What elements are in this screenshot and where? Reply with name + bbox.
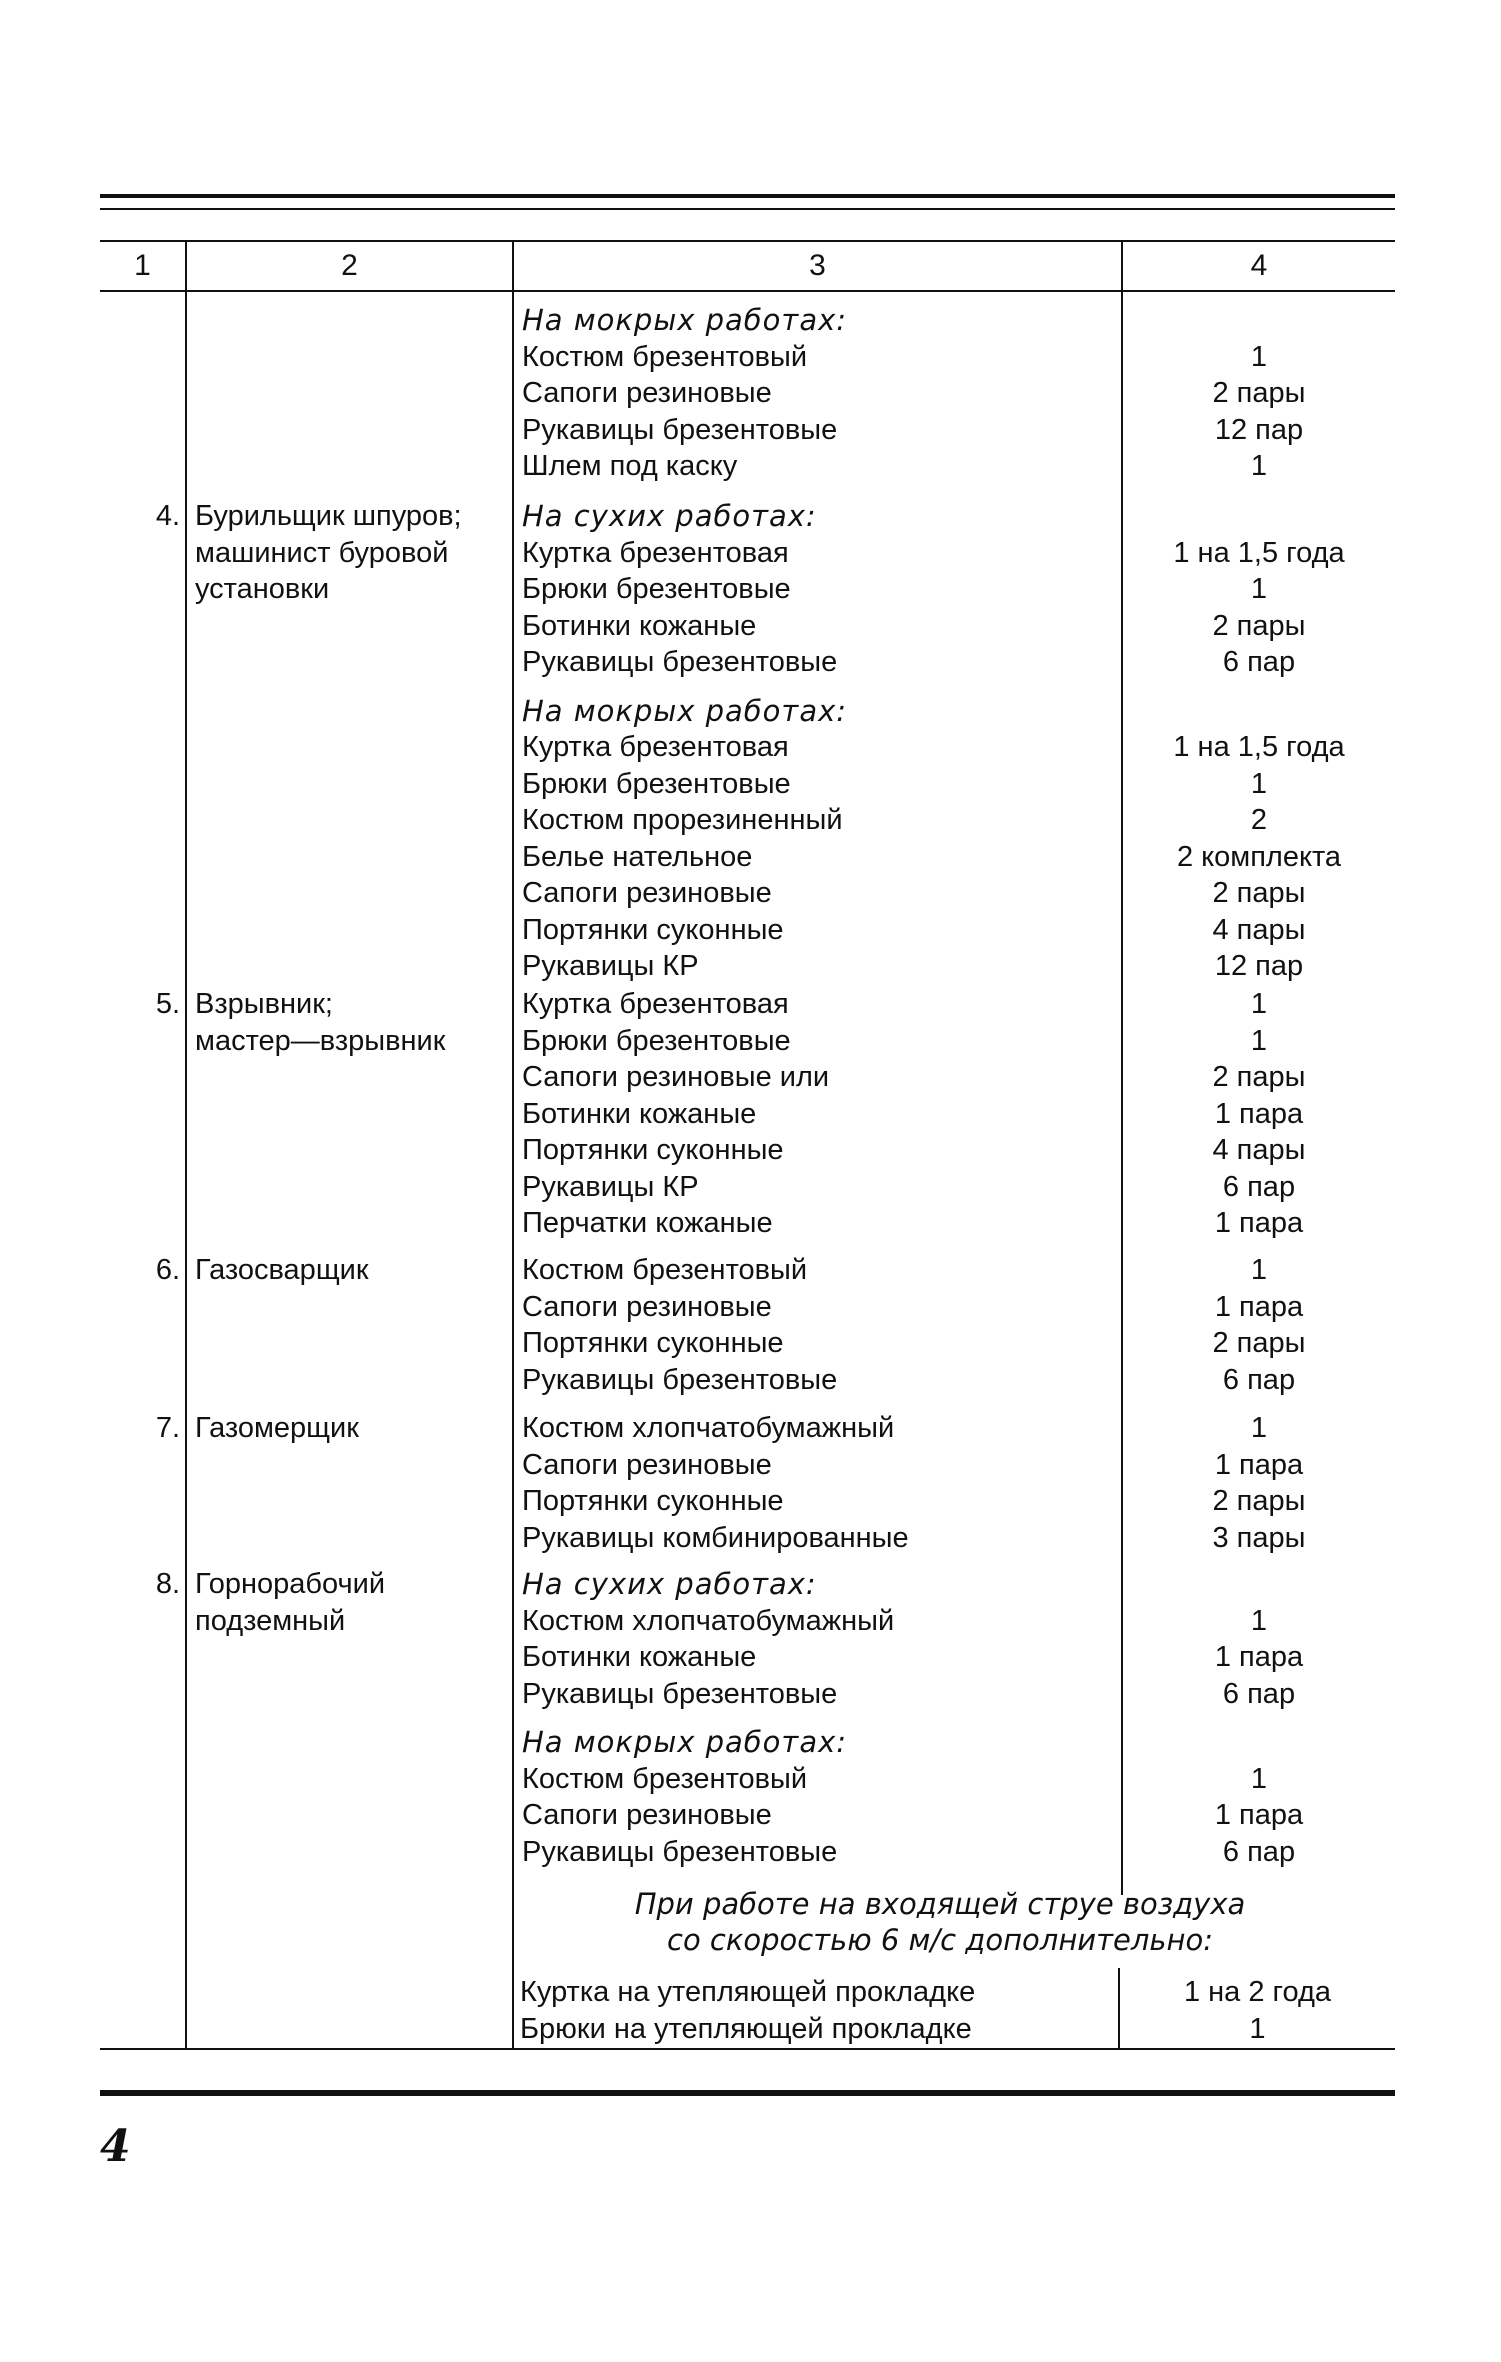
equipment-quantity: 2 пары <box>1212 1485 1306 1517</box>
equipment-item: Сапоги резиновые <box>522 1290 772 1323</box>
equipment-quantity: 1 на 1,5 года <box>1173 731 1345 763</box>
col-divider-2 <box>512 240 514 2050</box>
equipment-quantity: 1 на 1,5 года <box>1173 536 1345 569</box>
equipment-item: Костюм брезентовый <box>522 1762 808 1795</box>
equipment-quantity: 12 пар <box>1214 413 1304 446</box>
header-col-1: 1 <box>134 249 151 282</box>
equipment-item: Брюки на утепляющей прокладке <box>520 2012 972 2045</box>
equipment-quantity: 1 пара <box>1214 1448 1304 1481</box>
col-divider-1 <box>185 240 187 2050</box>
equipment-item: Рукавицы КР <box>522 1170 699 1203</box>
header-col-4: 4 <box>1250 249 1268 282</box>
equipment-quantity: 2 пары <box>1212 377 1306 409</box>
equipment-quantity: 1 на 2 года <box>1183 1976 1332 2008</box>
row-number: 8. <box>155 1568 180 1600</box>
equipment-quantity: 6 пар <box>1222 646 1296 678</box>
equipment-item: Рукавицы КР <box>522 950 699 982</box>
equipment-quantity: 1 <box>1250 767 1268 800</box>
header-col-2: 2 <box>341 249 358 282</box>
equipment-item: Портянки суконные <box>522 1485 784 1517</box>
equipment-item: Костюм брезентовый <box>522 1254 808 1286</box>
equipment-quantity: 2 пары <box>1212 609 1306 642</box>
equipment-quantity: 2 пары <box>1212 877 1306 909</box>
equipment-quantity: 1 пара <box>1214 1799 1304 1831</box>
equipment-quantity: 12 пар <box>1214 950 1304 982</box>
row-number: 5. <box>155 988 180 1020</box>
table-bottom-line <box>100 2048 1395 2050</box>
equipment-item: Брюки брезентовые <box>522 767 791 800</box>
equipment-item: Рукавицы брезентовые <box>522 1835 838 1868</box>
note-line-1: При работе на входящей струе воздуха <box>634 1887 1246 1921</box>
equipment-item: Рукавицы брезентовые <box>522 1363 838 1396</box>
equipment-quantity: 4 пары <box>1212 913 1306 946</box>
equipment-quantity: 1 <box>1250 1604 1268 1637</box>
equipment-quantity: 6 пар <box>1222 1170 1296 1203</box>
equipment-item: Сапоги резиновые <box>522 377 772 409</box>
equipment-quantity: 1 <box>1250 1024 1268 1057</box>
equipment-item: Костюм хлопчатобумажный <box>522 1412 895 1444</box>
equipment-quantity: 1 <box>1250 1762 1268 1795</box>
note-line-2: со скоростью 6 м/с дополнительно: <box>667 1923 1213 1957</box>
equipment-quantity: 2 комплекта <box>1176 840 1342 873</box>
work-condition-heading: На мокрых работах: <box>522 303 848 337</box>
equipment-item: Ботинки кожаные <box>522 1097 757 1130</box>
equipment-quantity: 1 пара <box>1214 1290 1304 1323</box>
profession-name-line: подземный <box>195 1604 346 1637</box>
equipment-quantity: 6 пар <box>1222 1363 1296 1396</box>
work-condition-heading: На сухих работах: <box>522 1567 817 1601</box>
equipment-quantity: 1 <box>1250 340 1268 373</box>
equipment-quantity: 1 <box>1250 988 1268 1020</box>
top-rule-thin <box>100 208 1395 210</box>
equipment-item: Рукавицы комбинированные <box>522 1521 909 1554</box>
profession-name-line: мастер—взрывник <box>195 1024 446 1057</box>
header-bottom-line <box>100 290 1395 292</box>
equipment-quantity: 6 пар <box>1222 1677 1296 1710</box>
equipment-quantity: 1 <box>1250 1412 1268 1444</box>
equipment-item: Ботинки кожаные <box>522 1641 757 1673</box>
equipment-quantity: 2 пары <box>1212 1327 1306 1359</box>
equipment-quantity: 1 пара <box>1214 1641 1304 1673</box>
equipment-quantity: 1 <box>1250 450 1268 482</box>
equipment-quantity: 1 <box>1250 573 1268 605</box>
equipment-item: Сапоги резиновые <box>522 1799 772 1831</box>
profession-name-line: Взрывник; <box>195 988 333 1020</box>
equipment-quantity: 1 пара <box>1214 1097 1304 1130</box>
equipment-item: Куртка брезентовая <box>522 988 789 1020</box>
equipment-item: Костюм брезентовый <box>522 340 808 373</box>
equipment-item: Рукавицы брезентовые <box>522 646 838 678</box>
table-top-line <box>100 240 1395 242</box>
equipment-quantity: 1 пара <box>1214 1207 1304 1239</box>
equipment-item: Шлем под каску <box>522 450 738 482</box>
equipment-item: Сапоги резиновые <box>522 1448 772 1481</box>
profession-name-line: Горнорабочий <box>195 1568 386 1600</box>
equipment-item: Портянки суконные <box>522 913 784 946</box>
equipment-item: Белье нательное <box>522 840 753 873</box>
bottom-rule <box>100 2090 1395 2096</box>
work-condition-heading: На мокрых работах: <box>522 1725 848 1759</box>
equipment-item: Костюм прорезиненный <box>522 804 843 836</box>
row-number: 7. <box>155 1412 180 1444</box>
equipment-quantity: 4 пары <box>1212 1134 1306 1166</box>
row-number: 6. <box>155 1254 180 1286</box>
equipment-item: Брюки брезентовые <box>522 573 791 605</box>
page-number: 4 <box>100 2121 131 2172</box>
equipment-quantity: 1 <box>1249 2012 1266 2045</box>
equipment-item: Рукавицы брезентовые <box>522 413 838 446</box>
equipment-item: Костюм хлопчатобумажный <box>522 1604 895 1637</box>
equipment-quantity: 2 пары <box>1212 1061 1306 1093</box>
profession-name-line: Газомерщик <box>195 1412 359 1444</box>
profession-name-line: Бурильщик шпуров; <box>195 500 462 532</box>
equipment-item: Портянки суконные <box>522 1327 784 1359</box>
row-number: 4. <box>155 500 180 532</box>
equipment-item: Рукавицы брезентовые <box>522 1677 838 1710</box>
profession-name-line: установки <box>195 573 330 605</box>
equipment-item: Куртка брезентовая <box>522 731 789 763</box>
equipment-item: Портянки суконные <box>522 1134 784 1166</box>
equipment-item: Куртка на утепляющей прокладке <box>520 1976 976 2008</box>
equipment-quantity: 6 пар <box>1222 1835 1296 1868</box>
top-rule-thick <box>100 194 1395 198</box>
equipment-item: Сапоги резиновые <box>522 877 772 909</box>
profession-name-line: машинист буровой <box>195 536 449 569</box>
equipment-item: Ботинки кожаные <box>522 609 757 642</box>
work-condition-heading: На мокрых работах: <box>522 693 848 728</box>
work-condition-heading: На сухих работах: <box>522 499 817 533</box>
equipment-item: Сапоги резиновые или <box>522 1061 830 1093</box>
header-col-3: 3 <box>809 249 826 282</box>
equipment-quantity: 2 <box>1250 804 1268 836</box>
equipment-item: Брюки брезентовые <box>522 1024 791 1057</box>
equipment-item: Куртка брезентовая <box>522 536 789 569</box>
equipment-quantity: 3 пары <box>1212 1521 1306 1554</box>
equipment-quantity: 1 <box>1250 1254 1268 1286</box>
profession-name-line: Газосварщик <box>195 1254 369 1286</box>
equipment-item: Перчатки кожаные <box>522 1207 773 1239</box>
